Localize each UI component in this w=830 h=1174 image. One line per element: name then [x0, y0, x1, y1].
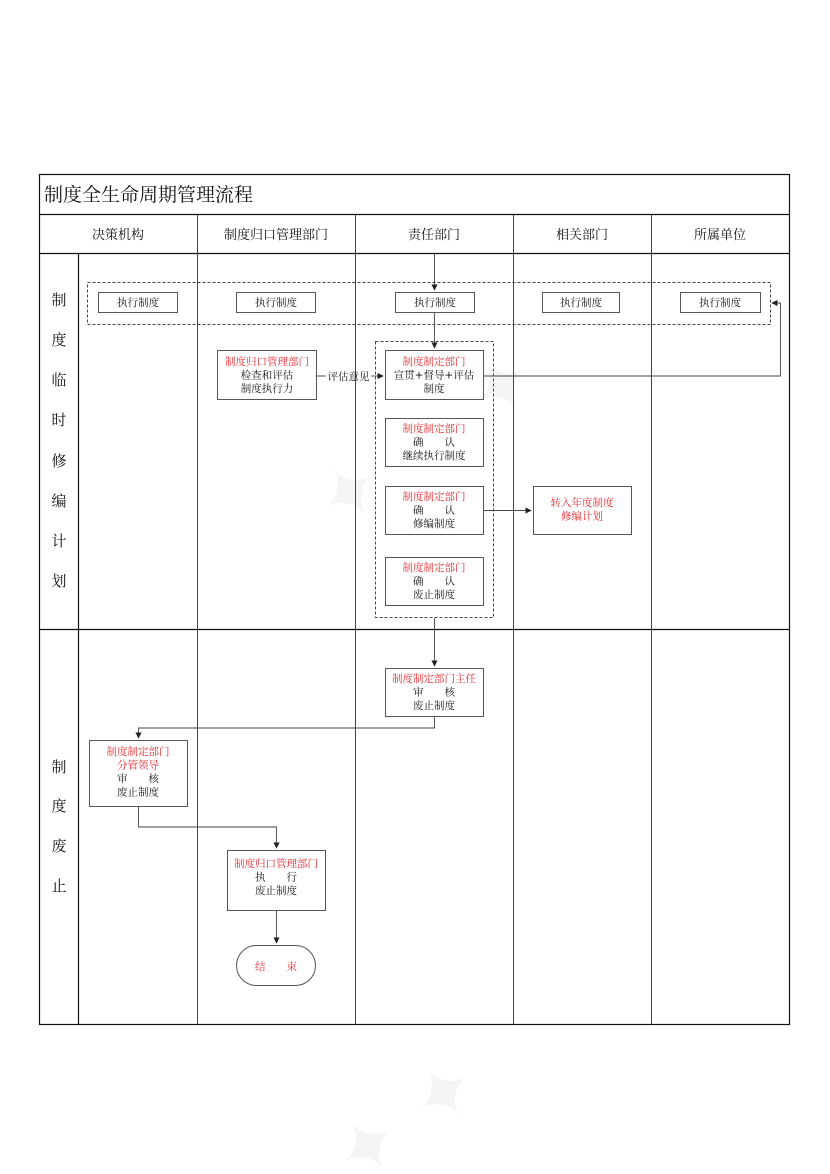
phase-label-revision [51, 291, 66, 590]
publicize-line: 制度制定部门 [402, 356, 466, 368]
phase-char: 废 [51, 837, 67, 855]
phase-char: 计 [51, 532, 67, 550]
inspect-line: 制度执行力 [240, 383, 294, 395]
publicize-line: 宣贯+督导+评估 [393, 369, 475, 382]
execute-box-label: 执行制度 [699, 297, 741, 309]
leader-review-line: 制度制定部门 [106, 746, 170, 758]
execute-abolish-line: 废止制度 [255, 885, 297, 897]
abolish-confirm-line: 废止制度 [413, 589, 455, 601]
phase-char: 度 [51, 797, 67, 815]
leader-review-line: 废止制度 [117, 786, 159, 799]
phase-char: 划 [51, 572, 67, 590]
leader-review-line: 审 核 [117, 773, 159, 785]
phase-char: 编 [51, 492, 67, 510]
end-line: 结 束 [255, 961, 297, 973]
publicize-line: 制度 [423, 383, 445, 395]
phase-char: 制 [51, 758, 67, 776]
column-header: 责任部门 [407, 228, 461, 243]
edge-label-evaluation: 评估意见 [327, 371, 370, 383]
revise-line: 修编制度 [413, 518, 455, 530]
abolish-confirm-line: 确 认 [413, 575, 455, 588]
annual-plan-line: 转入年度制度 [550, 497, 614, 509]
phase-char: 临 [51, 371, 67, 389]
phase-char: 制 [51, 291, 67, 309]
inspect-line: 制度归口管理部门 [225, 356, 309, 368]
continue-line: 继续执行制度 [402, 450, 466, 462]
abolish-confirm-line: 制度制定部门 [402, 562, 466, 574]
revise-line: 确 认 [413, 504, 455, 517]
column-header: 制度归口管理部门 [223, 228, 329, 243]
phase-label-abolish [51, 758, 66, 895]
execute-box-label: 执行制度 [560, 297, 602, 309]
execute-box-label: 执行制度 [117, 297, 159, 309]
column-header: 所属单位 [693, 228, 747, 243]
svg-text:✦ ✦ [316, 1039, 497, 1174]
head-review-line: 审 核 [413, 686, 455, 699]
execute-box-label: 执行制度 [255, 297, 297, 309]
column-header: 决策机构 [91, 228, 145, 243]
phase-char: 修 [51, 452, 67, 470]
execute-abolish-line: 执 行 [255, 871, 297, 884]
leader-review-line: 分管领导 [117, 759, 159, 772]
annual-plan-line: 修编计划 [561, 510, 603, 523]
arrow-publicize-to-unit [484, 303, 781, 376]
revise-line: 制度制定部门 [402, 491, 466, 503]
inspect-line: 检查和评估 [240, 369, 294, 382]
execute-box-label: 执行制度 [414, 297, 456, 309]
execute-abolish-line: 制度归口管理部门 [234, 858, 318, 870]
head-review-line: 制度制定部门主任 [392, 673, 476, 685]
arrow-head-to-leader [139, 717, 435, 738]
continue-line: 确 认 [413, 436, 455, 449]
phase-char: 止 [51, 877, 67, 895]
continue-line: 制度制定部门 [402, 423, 466, 435]
watermark [316, 1039, 497, 1174]
phase-char: 度 [51, 331, 67, 349]
page-title: 制度全生命周期管理流程 [44, 184, 254, 206]
head-review-line: 废止制度 [413, 700, 455, 712]
phase-char: 时 [51, 411, 67, 429]
column-header: 相关部门 [555, 228, 609, 243]
column-headers [92, 227, 746, 243]
arrow-leader-to-execute [139, 807, 277, 848]
